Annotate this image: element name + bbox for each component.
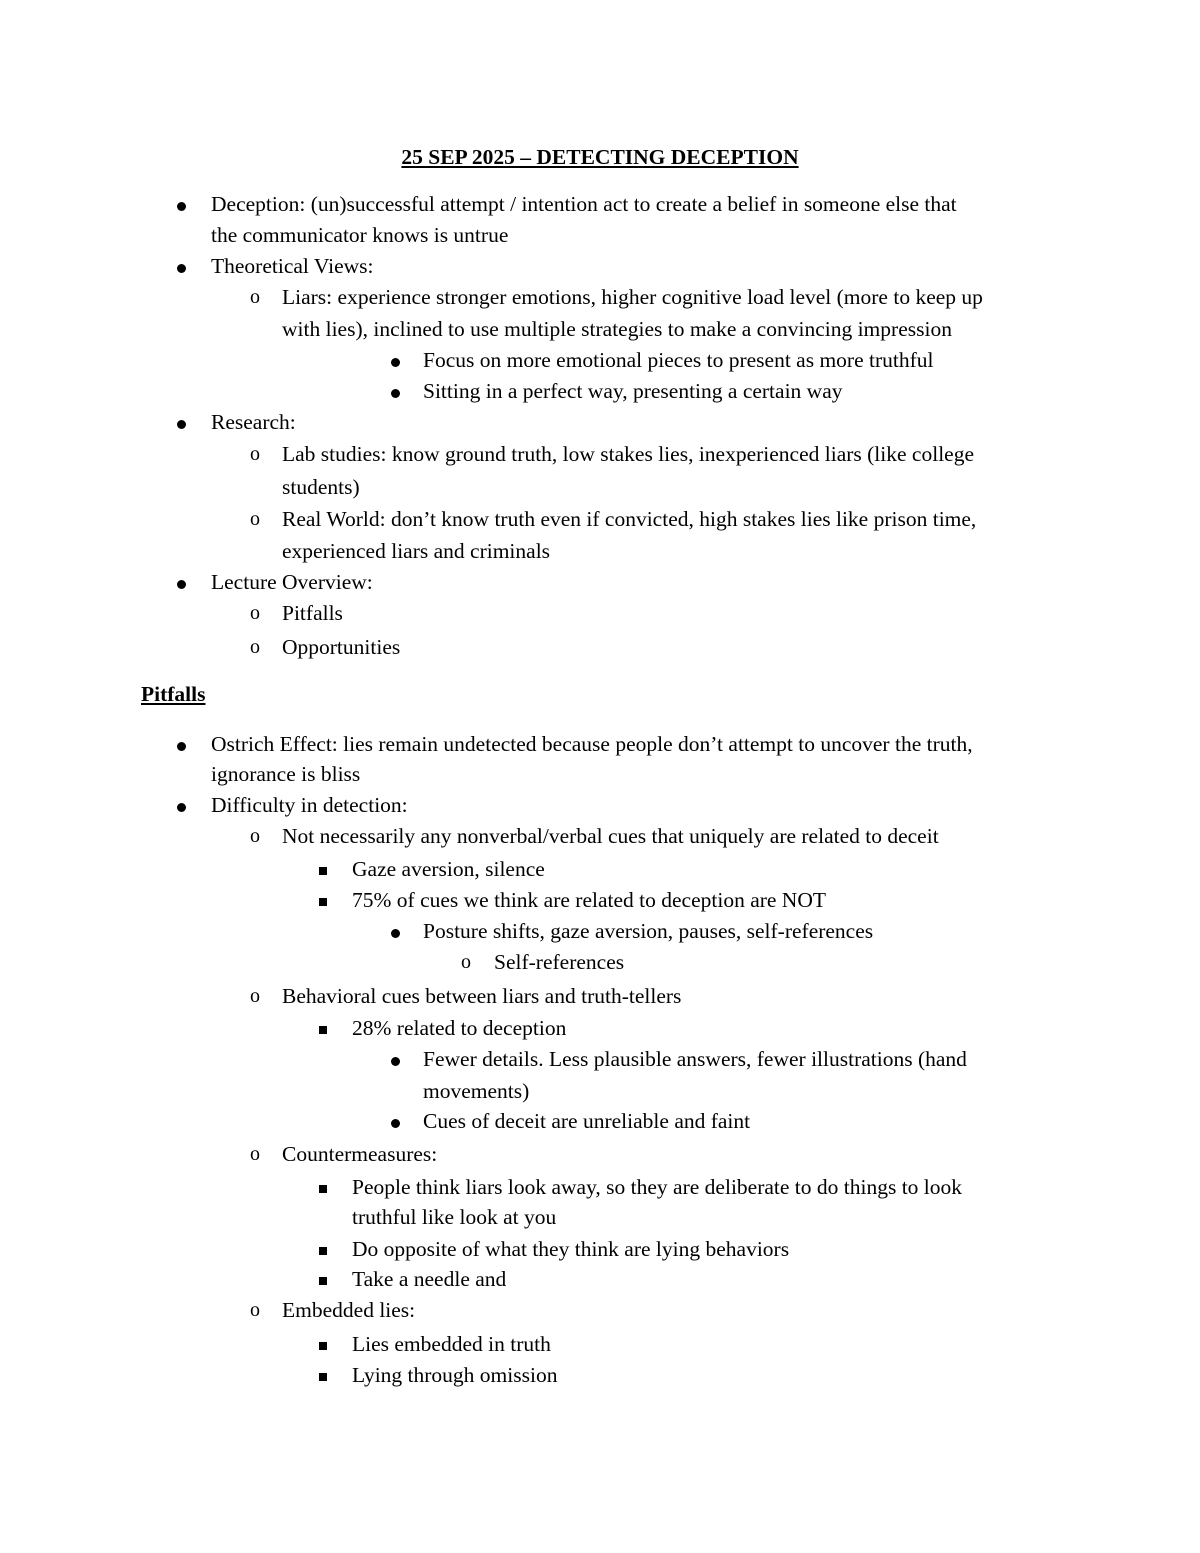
list-item-text: Countermeasures: [282,1142,438,1166]
list-item-text: Difficulty in detection: [211,793,408,817]
bullet-icon [171,730,191,758]
bullet-icon [385,1045,405,1073]
circle-bullet-icon: o [250,825,260,847]
list-item-text: Sitting in a perfect way, presenting a certain way [423,379,843,403]
circle-bullet-icon: o [250,508,260,530]
bullet-icon [385,917,405,945]
list-item-text: truthful like look at you [352,1205,557,1229]
bullet-icon [171,252,191,280]
square-bullet-icon [313,1014,333,1042]
list-item-text: Theoretical Views: [211,254,374,278]
list-item-text: Fewer details. Less plausible answers, fewer illustrations (hand [423,1047,967,1071]
section-heading-pitfalls: Pitfalls [141,682,206,706]
bullet-icon [171,568,191,596]
square-bullet-icon [313,1235,333,1263]
list-item-text: 75% of cues we think are related to deception are NOT [352,888,826,912]
list-item-text: movements) [423,1079,530,1103]
list-item-text: Focus on more emotional pieces to present as more truthful [423,348,934,372]
list-item-text: Ostrich Effect: lies remain undetected because people don’t attempt to uncover the truth, [211,732,973,756]
list-item-text: experienced liars and criminals [282,539,551,563]
square-bullet-icon [313,1361,333,1389]
list-item-text: Pitfalls [282,601,343,625]
circle-bullet-icon: o [250,602,260,624]
bullet-icon [171,791,191,819]
list-item-text: Lies embedded in truth [352,1332,551,1356]
list-item-text: 28% related to deception [352,1016,567,1040]
bullet-icon [385,1107,405,1135]
square-bullet-icon [313,1265,333,1293]
list-item-text: Behavioral cues between liars and truth-tellers [282,984,682,1008]
square-bullet-icon [313,1173,333,1201]
circle-bullet-icon: o [461,951,471,973]
bullet-icon [385,346,405,374]
circle-bullet-icon: o [250,1143,260,1165]
square-bullet-icon [313,886,333,914]
list-item-text: Self-references [494,950,625,974]
circle-bullet-icon: o [250,636,260,658]
list-item-text: Cues of deceit are unreliable and faint [423,1109,751,1133]
square-bullet-icon [313,855,333,883]
bullet-icon [171,190,191,218]
list-item-text: with lies), inclined to use multiple strategies to make a convincing impression [282,317,952,341]
circle-bullet-icon: o [250,443,260,465]
bullet-icon [171,408,191,436]
list-item-text: Posture shifts, gaze aversion, pauses, self-references [423,919,874,943]
list-item-text: Liars: experience stronger emotions, higher cognitive load level (more to keep up [282,285,983,309]
list-item-text: Gaze aversion, silence [352,857,545,881]
list-item-text: Real World: don’t know truth even if convicted, high stakes lies like prison time, [282,507,977,531]
page-title: 25 SEP 2025 – DETECTING DECEPTION [401,145,799,169]
bullet-icon [385,377,405,405]
list-item-text: Lab studies: know ground truth, low stakes lies, inexperienced liars (like college [282,442,974,466]
circle-bullet-icon: o [250,985,260,1007]
list-item-text: Deception: (un)successful attempt / intention act to create a belief in someone else that [211,192,957,216]
list-item-text: Lecture Overview: [211,570,373,594]
list-item-text: students) [282,475,360,499]
circle-bullet-icon: o [250,286,260,308]
list-item-text: Do opposite of what they think are lying behaviors [352,1237,790,1261]
list-item-text: Research: [211,410,296,434]
square-bullet-icon [313,1330,333,1358]
list-item-text: Not necessarily any nonverbal/verbal cues that uniquely are related to deceit [282,824,939,848]
list-item-text: ignorance is bliss [211,762,361,786]
list-item-text: Opportunities [282,635,401,659]
list-item-text: Take a needle and [352,1267,507,1291]
list-item-text: Embedded lies: [282,1298,416,1322]
list-item-text: Lying through omission [352,1363,558,1387]
circle-bullet-icon: o [250,1299,260,1321]
list-item-text: the communicator knows is untrue [211,223,509,247]
list-item-text: People think liars look away, so they are deliberate to do things to look [352,1175,963,1199]
